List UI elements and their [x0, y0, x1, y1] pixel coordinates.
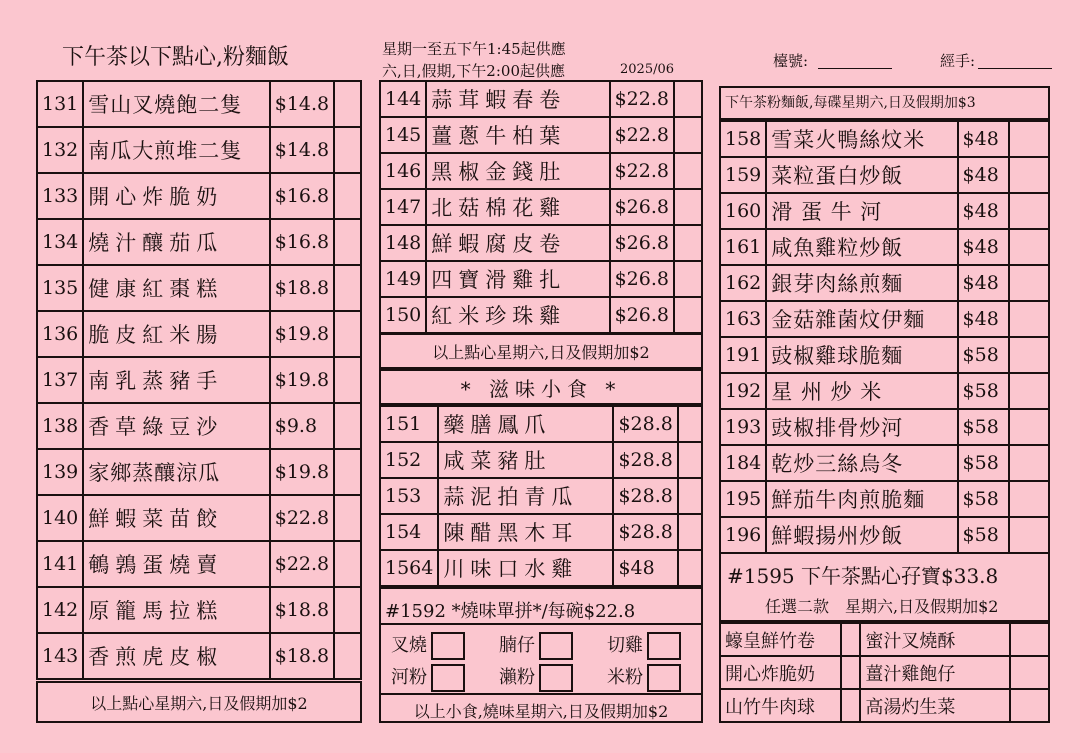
item-price: $22.8 [610, 117, 674, 153]
menu-row [37, 403, 361, 449]
item-number: 136 [37, 311, 83, 357]
col2-surcharge-note: 以上點心星期六,日及假期加$2 [379, 333, 703, 369]
item-number: 192 [720, 373, 766, 409]
item-number: 145 [380, 117, 426, 153]
item-number: 137 [37, 357, 83, 403]
menu-row [37, 357, 361, 403]
item-price: $48 [958, 193, 1009, 229]
item-name: 藥膳鳳爪 [438, 406, 613, 442]
item-name: 南瓜大煎堆二隻 [83, 127, 269, 173]
item-price: $26.8 [610, 189, 674, 225]
item-name: 鮮蝦腐皮卷 [426, 225, 609, 261]
quantity-cell[interactable] [1009, 301, 1049, 337]
item-price: $22.8 [610, 81, 674, 117]
quantity-cell[interactable] [841, 656, 861, 689]
staff-label: 經手: [940, 52, 976, 70]
item-name: 開心炸脆奶 [83, 173, 269, 219]
quantity-cell[interactable] [1009, 409, 1049, 445]
item-name: 原籠馬拉糕 [83, 587, 269, 633]
item-price: $58 [958, 481, 1009, 517]
item-number: 148 [380, 225, 426, 261]
checkbox[interactable] [539, 632, 573, 660]
item-number: 146 [380, 153, 426, 189]
item-price: $22.8 [610, 153, 674, 189]
quantity-cell[interactable] [674, 189, 702, 225]
item-name: 薑蔥牛柏葉 [426, 117, 609, 153]
item-number: 191 [720, 337, 766, 373]
item-price: $58 [958, 445, 1009, 481]
item-name: 乾炒三絲烏冬 [766, 445, 957, 481]
quantity-cell[interactable] [334, 219, 361, 265]
item-number: 144 [380, 81, 426, 117]
quantity-cell[interactable] [1010, 689, 1049, 722]
menu-row [37, 265, 361, 311]
menu-row [380, 406, 702, 442]
roast-option[interactable] [391, 631, 465, 660]
menu-row [380, 225, 702, 261]
item-number: 132 [37, 127, 83, 173]
quantity-cell[interactable] [334, 495, 361, 541]
item-price: $58 [958, 373, 1009, 409]
menu-row [380, 442, 702, 478]
item-name: 香煎虎皮椒 [83, 633, 269, 679]
quantity-cell[interactable] [841, 623, 861, 656]
item-name: 黑椒金錢肚 [426, 153, 609, 189]
roast-surcharge-note: 以上小食,燒味星期六,日及假期加$2 [413, 702, 669, 721]
item-name: 豉椒雞球脆麵 [766, 337, 957, 373]
set-option-row [720, 656, 1049, 689]
page-title: 下午茶以下點心,粉麵飯 [62, 45, 289, 70]
item-price: $18.8 [270, 587, 334, 633]
item-price: $19.8 [270, 449, 334, 495]
quantity-cell[interactable] [1009, 265, 1049, 301]
roast-title: #1592 *燒味單拼*/每碗$22.8 [385, 601, 636, 622]
item-name: 咸菜豬肚 [438, 442, 613, 478]
menu-row [380, 153, 702, 189]
item-number: 138 [37, 403, 83, 449]
menu-row [37, 633, 361, 679]
item-name: 雪山叉燒飽二隻 [83, 81, 269, 127]
item-name: 鮮茄牛肉煎脆麵 [766, 481, 957, 517]
quantity-cell[interactable] [334, 403, 361, 449]
menu-row [720, 265, 1049, 301]
item-price: $22.8 [270, 495, 334, 541]
quantity-cell[interactable] [1009, 481, 1049, 517]
roast-option-label: 瀨粉 [499, 667, 535, 688]
item-name: 咸魚雞粒炒飯 [766, 229, 957, 265]
item-name: 紅米珍珠雞 [426, 297, 609, 333]
menu-row [37, 449, 361, 495]
quantity-cell[interactable] [674, 153, 702, 189]
menu-row [380, 81, 702, 117]
item-number: 153 [380, 478, 438, 514]
quantity-cell[interactable] [334, 587, 361, 633]
menu-row [720, 373, 1049, 409]
item-number: 163 [720, 301, 766, 337]
item-number: 147 [380, 189, 426, 225]
item-number: 140 [37, 495, 83, 541]
table-number-label: 檯號: [773, 52, 809, 70]
item-name: 脆皮紅米腸 [83, 311, 269, 357]
set-subtitle: 任選二款 星期六,日及假期加$2 [765, 597, 999, 616]
quantity-cell[interactable] [678, 514, 702, 550]
set-promo [719, 552, 1050, 622]
dim-sum-table-2 [379, 80, 703, 334]
item-price: $28.8 [613, 478, 677, 514]
item-number: 142 [37, 587, 83, 633]
item-price: $9.8 [270, 403, 334, 449]
item-price: $18.8 [270, 265, 334, 311]
menu-row [37, 81, 361, 127]
item-name: 星 州 炒 米 [766, 373, 957, 409]
item-name: 鮮蝦菜苗餃 [83, 495, 269, 541]
roast-option-label: 河粉 [391, 667, 427, 688]
menu-row [720, 445, 1049, 481]
noodle-rice-table [719, 120, 1050, 554]
item-number: 133 [37, 173, 83, 219]
quantity-cell[interactable] [674, 261, 702, 297]
item-number: 154 [380, 514, 438, 550]
item-number: 159 [720, 157, 766, 193]
item-number: 195 [720, 481, 766, 517]
menu-row [37, 587, 361, 633]
menu-row [380, 514, 702, 550]
item-name: 蒜泥拍青瓜 [438, 478, 613, 514]
snack-section-title: * 滋味小食 * [379, 369, 703, 405]
quantity-cell[interactable] [1009, 229, 1049, 265]
quantity-cell[interactable] [678, 550, 702, 586]
item-price: $48 [958, 265, 1009, 301]
quantity-cell[interactable] [1009, 445, 1049, 481]
quantity-cell[interactable] [334, 173, 361, 219]
quantity-cell[interactable] [678, 478, 702, 514]
menu-row [720, 409, 1049, 445]
hours-weekend: 六,日,假期,下午2:00起供應 [382, 62, 565, 80]
set-options-table [719, 622, 1050, 723]
quantity-cell[interactable] [334, 127, 361, 173]
roast-option-label: 切雞 [607, 635, 643, 656]
item-price: $58 [958, 337, 1009, 373]
item-name: 陳醋黑木耳 [438, 514, 613, 550]
item-name: 香草綠豆沙 [83, 403, 269, 449]
item-price: $28.8 [613, 406, 677, 442]
menu-row [37, 495, 361, 541]
quantity-cell[interactable] [1009, 121, 1049, 157]
item-number: 196 [720, 517, 766, 553]
menu-date: 2025/06 [620, 62, 675, 77]
item-name: 銀芽肉絲煎麵 [766, 265, 957, 301]
divider [381, 693, 701, 695]
item-number: 134 [37, 219, 83, 265]
quantity-cell[interactable] [334, 449, 361, 495]
roast-section [379, 587, 703, 723]
item-name: 雪菜火鴨絲炆米 [766, 121, 957, 157]
quantity-cell[interactable] [1009, 373, 1049, 409]
quantity-cell[interactable] [334, 357, 361, 403]
item-number: 150 [380, 297, 426, 333]
item-name: 鵪鶉蛋燒賣 [83, 541, 269, 587]
set-option: 薑汁雞飽仔 [860, 656, 1009, 689]
quantity-cell[interactable] [334, 265, 361, 311]
item-price: $22.8 [270, 541, 334, 587]
quantity-cell[interactable] [334, 81, 361, 127]
quantity-cell[interactable] [674, 297, 702, 333]
item-number: 131 [37, 81, 83, 127]
roast-option-label: 腩仔 [499, 635, 535, 656]
quantity-cell[interactable] [1009, 193, 1049, 229]
quantity-cell[interactable] [334, 541, 361, 587]
item-number: 149 [380, 261, 426, 297]
item-price: $48 [958, 229, 1009, 265]
quantity-cell[interactable] [1009, 337, 1049, 373]
checkbox[interactable] [647, 632, 681, 660]
item-price: $48 [613, 550, 677, 586]
quantity-cell[interactable] [674, 81, 702, 117]
roast-option[interactable] [391, 663, 465, 692]
menu-row [380, 189, 702, 225]
col1-surcharge-note: 以上點心星期六,日及假期加$2 [36, 681, 362, 723]
item-name: 金菇雜菌炆伊麵 [766, 301, 957, 337]
item-name: 燒汁釀茄瓜 [83, 219, 269, 265]
noodle-surcharge-header: 下午茶粉麵飯,每碟星期六,日及假期加$3 [719, 86, 1050, 120]
item-name: 滑 蛋 牛 河 [766, 193, 957, 229]
item-price: $58 [958, 517, 1009, 553]
item-number: 162 [720, 265, 766, 301]
item-price: $16.8 [270, 173, 334, 219]
item-price: $19.8 [270, 357, 334, 403]
checkbox[interactable] [539, 664, 573, 692]
quantity-cell[interactable] [334, 311, 361, 357]
menu-row [37, 541, 361, 587]
roast-option-label: 米粉 [607, 667, 643, 688]
menu-row [380, 478, 702, 514]
menu-row [720, 121, 1049, 157]
item-number: 143 [37, 633, 83, 679]
item-name: 豉椒排骨炒河 [766, 409, 957, 445]
item-number: 151 [380, 406, 438, 442]
checkbox[interactable] [431, 632, 465, 660]
quantity-cell[interactable] [1010, 656, 1049, 689]
item-name: 鮮蝦揚州炒飯 [766, 517, 957, 553]
quantity-cell[interactable] [1009, 517, 1049, 553]
set-option: 山竹牛肉球 [720, 689, 841, 722]
dim-sum-table-1 [36, 80, 362, 680]
checkbox[interactable] [647, 664, 681, 692]
menu-row [720, 517, 1049, 553]
quantity-cell[interactable] [674, 117, 702, 153]
menu-row [37, 127, 361, 173]
item-name: 南乳蒸豬手 [83, 357, 269, 403]
menu-row [37, 173, 361, 219]
table-number-line[interactable] [818, 68, 892, 69]
set-option-row [720, 623, 1049, 656]
menu-row [720, 157, 1049, 193]
set-option-row [720, 689, 1049, 722]
item-name: 川味口水雞 [438, 550, 613, 586]
item-number: 193 [720, 409, 766, 445]
divider [381, 623, 701, 625]
item-number: 141 [37, 541, 83, 587]
item-number: 160 [720, 193, 766, 229]
item-price: $48 [958, 157, 1009, 193]
roast-option-label: 叉燒 [391, 635, 427, 656]
menu-row [720, 337, 1049, 373]
menu-row [380, 297, 702, 333]
item-number: 184 [720, 445, 766, 481]
menu-row [380, 117, 702, 153]
quantity-cell[interactable] [1009, 157, 1049, 193]
item-name: 健康紅棗糕 [83, 265, 269, 311]
quantity-cell[interactable] [841, 689, 861, 722]
item-number: 139 [37, 449, 83, 495]
set-option: 高湯灼生菜 [860, 689, 1009, 722]
roast-option[interactable] [499, 663, 573, 692]
item-price: $28.8 [613, 442, 677, 478]
set-option: 蠔皇鮮竹卷 [720, 623, 841, 656]
quantity-cell[interactable] [674, 225, 702, 261]
item-price: $48 [958, 121, 1009, 157]
quantity-cell[interactable] [678, 406, 702, 442]
item-price: $19.8 [270, 311, 334, 357]
item-number: 1564 [380, 550, 438, 586]
menu-row [720, 301, 1049, 337]
menu-row [720, 229, 1049, 265]
item-name: 菜粒蛋白炒飯 [766, 157, 957, 193]
item-number: 158 [720, 121, 766, 157]
checkbox[interactable] [431, 664, 465, 692]
staff-line[interactable] [978, 68, 1052, 69]
item-price: $26.8 [610, 261, 674, 297]
item-number: 152 [380, 442, 438, 478]
roast-option[interactable] [607, 663, 681, 692]
item-price: $14.8 [270, 81, 334, 127]
item-price: $58 [958, 409, 1009, 445]
item-name: 四寶滑雞扎 [426, 261, 609, 297]
set-option: 蜜汁叉燒酥 [860, 623, 1009, 656]
quantity-cell[interactable] [1010, 623, 1049, 656]
menu-row [380, 261, 702, 297]
item-price: $14.8 [270, 127, 334, 173]
quantity-cell[interactable] [678, 442, 702, 478]
item-price: $18.8 [270, 633, 334, 679]
item-price: $26.8 [610, 297, 674, 333]
menu-row [37, 219, 361, 265]
menu-row [380, 550, 702, 586]
item-price: $48 [958, 301, 1009, 337]
item-number: 161 [720, 229, 766, 265]
set-title: #1595 下午茶點心孖寶$33.8 [727, 564, 999, 588]
roast-option[interactable] [607, 631, 681, 660]
menu-row [37, 311, 361, 357]
item-name: 蒜茸蝦春卷 [426, 81, 609, 117]
item-price: $16.8 [270, 219, 334, 265]
item-price: $28.8 [613, 514, 677, 550]
menu-row [720, 481, 1049, 517]
item-name: 北菇棉花雞 [426, 189, 609, 225]
item-name: 家鄉蒸釀涼瓜 [83, 449, 269, 495]
roast-option[interactable] [499, 631, 573, 660]
item-number: 135 [37, 265, 83, 311]
set-option: 開心炸脆奶 [720, 656, 841, 689]
menu-row [720, 193, 1049, 229]
snack-table [379, 405, 703, 587]
item-price: $26.8 [610, 225, 674, 261]
quantity-cell[interactable] [334, 633, 361, 679]
hours-weekday: 星期一至五下午1:45起供應 [382, 40, 566, 58]
